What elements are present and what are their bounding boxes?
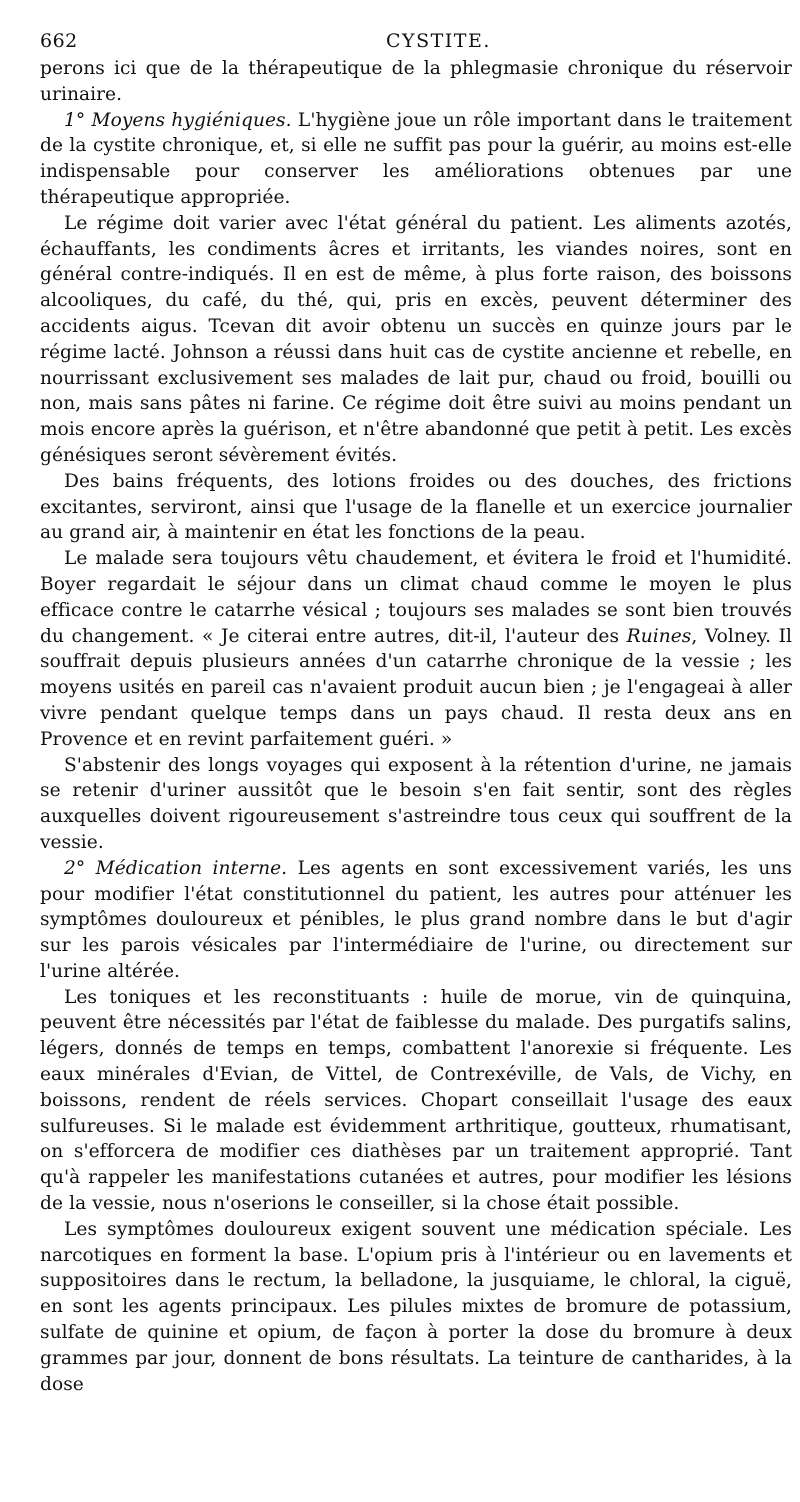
- paragraph: Les symptômes douloureux exigent souvent une médication spéciale. Les narcotiques en forment la base. L'opium pris à l'intérieur ou en lavements et suppositoires dans le rectum, la belladone, la jusquiame, le chloral, la ciguë, en sont les agents principaux. Les pilules mixtes de bromure de potassium, sulfate de quinine et opium, de façon à porter la dose du bromure à deux grammes par jour, donnent de bons résultats. La teinture de cantharides, à la dose: [40, 1218, 792, 1395]
- running-title: CYSTITE.: [386, 30, 491, 52]
- paragraph: Le régime doit varier avec l'état général du patient. Les aliments azotés, échauffants, les condiments âcres et irritants, les viandes noires, sont en général contre-indiqués. Il en est de même, à plus forte raison, des boissons alcooliques, du café, du thé, qui, pris en excès, peuvent déterminer des accidents aigus. Tcevan dit avoir obtenu un succès en quinze jours par le régime lacté. Johnson a réussi dans huit cas de cystite ancienne et rebelle, en nourrissant exclusivement ses malades de lait pur, chaud ou froid, bouilli ou non, mais sans pâtes ni farine. Ce régime doit être suivi au moins pendant un mois encore après la guérison, et n'être abandonné que petit à petit. Les excès génésiques seront sévèrement évités.: [40, 212, 792, 466]
- paragraph: Le malade sera toujours vêtu chaudement, et évitera le froid et l'humidité. Boyer regardait le séjour dans un climat chaud comme le moyen le plus efficace contre le catarrhe vésical ; toujours ses malades se sont bien trouvés du changement. « Je citerai entre autres, dit-il, l'auteur des Ruines, Volney. Il souffrait depuis plusieurs années d'un catarrhe chronique de la vessie ; les moyens usités en pareil cas n'avaient produit aucun bien ; je l'engageai à aller vivre pendant quelque temps dans un pays chaud. Il resta deux ans en Provence et en revint parfaitement guéri. »: [40, 548, 793, 750]
- section-medication: 2° Médication interne. Les agents en sont excessivement variés, les uns pour modifier l'état constitutionnel du patient, les autres pour atténuer les symptômes douloureux et pénibles, le plus grand nombre dans le but d'agir sur les parois vésicales par l'intermédiaire de l'urine, ou directement sur l'urine altérée.: [40, 857, 793, 982]
- section-heading: 1° Moyens hygiéniques.: [64, 109, 292, 131]
- body-text: [40, 56, 792, 1397]
- paragraph: Des bains fréquents, des lotions froides ou des douches, des frictions excitantes, serviront, ainsi que l'usage de la flanelle et un exercice journalier au grand air, à maintenir en état les fonctions de la peau.: [40, 470, 792, 544]
- page-number: 662: [40, 30, 78, 52]
- paragraph: perons ici que de la thérapeutique de la phlegmasie chronique du réservoir urinaire.: [40, 58, 792, 105]
- paragraph: Les toniques et les reconstituants : huile de morue, vin de quinquina, peuvent être nécessités par l'état de faiblesse du malade. Des purgatifs salins, légers, donnés de temps en temps, combattent l'anorexie si fréquente. Les eaux minérales d'Evian, de Vittel, de Contrexéville, de Vals, de Vichy, en boissons, rendent de réels services. Chopart conseillait l'usage des eaux sulfureuses. Si le malade est évidemment arthritique, goutteux, rhumatisant, on s'efforcera de modifier ces diathèses par un traitement approprié. Tant qu'à rappeler les manifestations cutanées et autres, pour modifier les lésions de la vessie, nous n'oserions le conseiller, si la chose était possible.: [40, 986, 792, 1215]
- section-heading: 2° Médication interne.: [64, 857, 288, 879]
- document-page: [40, 30, 792, 1397]
- section-hygiene: 1° Moyens hygiéniques. L'hygiène joue un rôle important dans le traitement de la cystite chronique, et, si elle ne suffit pas pour la guérir, au moins est-elle indispensable pour conserver les améliorations obtenues par une thérapeutique appropriée.: [40, 109, 792, 208]
- paragraph: S'abstenir des longs voyages qui exposent à la rétention d'urine, ne jamais se retenir d'uriner aussitôt que le besoin s'en fait sentir, sont des règles auxquelles doivent rigoureusement s'astreindre tous ceux qui souffrent de la vessie.: [40, 754, 792, 853]
- italic-title: Ruines: [626, 625, 692, 647]
- page-header: [40, 30, 792, 56]
